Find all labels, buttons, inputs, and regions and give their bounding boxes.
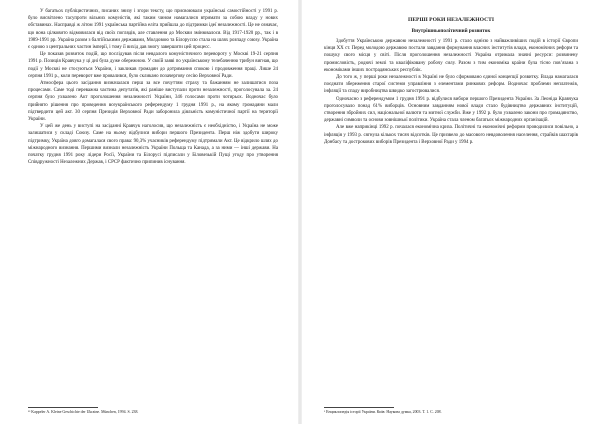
footnote-rule [28, 407, 98, 408]
section-heading: ПЕРШІ РОКИ НЕЗАЛЕЖНОСТІ [407, 17, 495, 23]
left-page-text [28, 8, 278, 166]
section-subheading: Внутрішньополітичний розвиток [411, 28, 491, 34]
paragraph: Це показав розвиток подій, що послідував після невдалого комуністичного перевороту у Москві 19-21 серпня 1991 р. Позиція Кравчука у ці дні була дуже обережною. У своїй заяві по українському телебаченню трибун вигнав, що події у Москві не стосуються України, і закликав громадян до дотримання спокою і продовження праці. Лише 24 серпня 1991 р., коли переворот вже провалився, було скликано позачергову сесію Верховної Ради. [28, 52, 278, 79]
right-page [300, 0, 600, 424]
paragraph: У цей же день у виступі на засіданні Кравчук наголосив, що незалежність є необхідністю, і Україна не може залишатися у складі Союзу. Саме на ньому відбулися вибори першого Президента. Перш ніж здобути широку підтримку, Україна довго домагалася свого права: 90,3% учасників референдуму підтримали Акт. Це відкрило шлях до міжнародного визнання. Першими визнали незалежність України Польща та Канада, а за ними — інші держави. На початку грудня 1991 року лідери Росії, України та Білорусі підписали у Біловезькій Пущі угоду про утворення Співдружності Незалежних Держав, і СРСР фактично припинив існування. [28, 124, 278, 166]
paragraph: У багатьох публіцистичних, писаних знизу і згори тексту, що присвоювали українські самостійності у 1991 р. було висвітлено тасупроти вільних комуністів, які таким чином намагалися втримати за собою владу у нових обставинах. Насправді ж літом 1991 українська партійна еліта прийшла до підтримки ідеї незалежності. Це не означає, що вона цілковито відмовилася від своїх поглядів, але ставлення до Москви змінювалося. Від 1917-1920 рр., так і в 1989-1991 рр. Україна разом з балтійськими державами, Молдовою та Білоруссю стала на шлях розпаду союзу. Україна є одною з центральних частин імперії, і тому її вихід дав змогу завершити цей процесс. [28, 9, 278, 51]
right-footnote: ¹ Енциклопедія історії України. Київ: Наукова думка, 2003. Т. 1. С. 208. [324, 410, 442, 414]
footnote-rule [324, 407, 394, 408]
paragraph: Але вже наприкінці 1992 р. почалася економічна криза. Політичні та економічні реформи проводилися повільно, а інфляція у 1993 р. сягнула кількох тисяч відсотків. Це призвело до масового невдоволення населення, страйків шахтарів Донбасу та дострокових виборів Президента і Верховної Ради у 1994 р. [324, 125, 578, 145]
right-page-text [324, 8, 578, 146]
paragraph: Здобуття Українською державою незалежності у 1991 р. стало однією з найважливіших подій в історії Європи кінця XX ст. Перед молодою державою постали завдання формування власних інститутів влади, економічних реформ та пошуку свого місця у світі. Після проголошення незалежності Україна отримала значні ресурси: розвинену промисловість, родючі землі та кваліфіковану робочу силу. Разом з тим економіка країни була тісно пов’язана з економіками інших пострадянських республік. [324, 39, 578, 73]
paragraph: Атмосфера цього засідання визначалася перш за все почуттям страху та бажанням не залишатися поза процесами. Саме тоді переважна частина депутатів, які раніше виступали проти незалежності, проголосувала за. 24 серпня було ухвалено Акт проголошення незалежності України, 346 голосами проти чотирьох. Водночас було прийнято рішення про проведення всеукраїнського референдуму 1 грудня 1991 р., на якому громадяни мали підтвердити цей акт. 30 серпня Президія Верховної Ради заборонила діяльність комуністичної партії на території України. [28, 81, 278, 123]
paragraph: До того ж, у перші роки незалежності в Україні не було сформовано єдиної концепції розвитку. Влада намагалася поєднати збереження старої системи управління з елементами ринкових реформ. Водночас проблеми неплатежів, інфляції та спаду виробництва швидко загострювалися. [324, 75, 578, 95]
paragraph: Одночасно з референдумом 1 грудня 1991 р. відбулися вибори першого Президента України. За Леоніда Кравчука проголосувало понад 61% виборців. Основним завданням нової влади стало будівництво державних інституцій, створення збройних сил, національної валюти та митної служби. Вже у 1992 р. було ухвалено закони про громадянство, державні символи та основи зовнішньої політики. Україна стала членом багатьох міжнародних організацій. [324, 96, 578, 124]
left-footnote: ¹³ Kappeler A. Kleine Geschichte der Ukraine. München, 1994. S. 238. [28, 410, 139, 414]
